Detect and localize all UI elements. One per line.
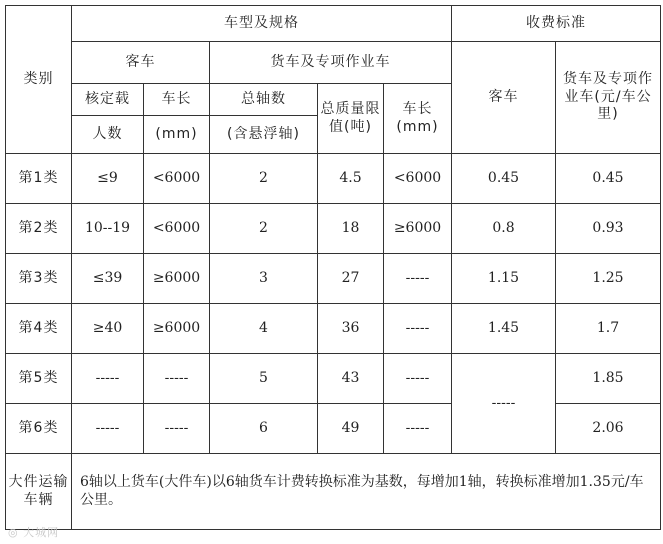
table-row	[6, 404, 661, 454]
fee-passenger-header: 客车	[452, 42, 556, 154]
large-vehicle-note: 6轴以上货车(大件车)以6轴货车计费转换标准为基数，每增加1轴，转换标准增加1.35元/车公里。	[72, 454, 661, 530]
passenger-length-cell: ≥6000	[144, 304, 210, 354]
passenger-length-cell: -----	[144, 354, 210, 404]
mass-cell: 18	[318, 204, 384, 254]
seats-header-line1: 核定载	[72, 84, 144, 116]
table-row	[6, 254, 661, 304]
mass-cell: 49	[318, 404, 384, 454]
fee-freight-cell: 1.25	[556, 254, 661, 304]
seats-cell: -----	[72, 354, 144, 404]
freight-length-cell: -----	[384, 304, 452, 354]
axles-cell: 5	[210, 354, 318, 404]
freight-length-cell: <6000	[384, 154, 452, 204]
fee-freight-cell: 1.7	[556, 304, 661, 354]
freight-length-cell: ≥6000	[384, 204, 452, 254]
axles-cell: 3	[210, 254, 318, 304]
category-header: 类别	[6, 6, 72, 154]
freight-length-header	[384, 84, 452, 154]
fee-passenger-merged-cell: -----	[452, 354, 556, 454]
mass-limit-header: 总质量限值(吨)	[318, 84, 384, 154]
freight-length-unit: (mm)	[396, 118, 439, 135]
seats-cell: ≤9	[72, 154, 144, 204]
fee-freight-cell: 1.85	[556, 354, 661, 404]
fee-freight-cell: 2.06	[556, 404, 661, 454]
fee-passenger-cell: 1.45	[452, 304, 556, 354]
class-cell: 第3类	[6, 254, 72, 304]
freight-length-cell: -----	[384, 254, 452, 304]
axles-header-line1: 总轴数	[210, 84, 318, 116]
seats-cell: -----	[72, 404, 144, 454]
passenger-length-header: 车长	[144, 84, 210, 116]
watermark-text: 大城网	[23, 526, 60, 539]
fee-standard-header: 收费标准	[452, 6, 661, 42]
watermark-icon: ◎	[8, 526, 19, 539]
table-row	[6, 354, 661, 404]
class-cell: 第4类	[6, 304, 72, 354]
large-vehicle-label: 大件运输车辆	[6, 454, 72, 530]
passenger-header: 客车	[72, 42, 210, 84]
fee-freight-cell: 0.93	[556, 204, 661, 254]
axles-header-line2: (含悬浮轴)	[210, 116, 318, 154]
axles-cell: 2	[210, 204, 318, 254]
table-row	[6, 304, 661, 354]
passenger-length-cell: -----	[144, 404, 210, 454]
seats-cell: ≤39	[72, 254, 144, 304]
mass-cell: 27	[318, 254, 384, 304]
seats-header-line2: 人数	[72, 116, 144, 154]
fee-freight-cell: 0.45	[556, 154, 661, 204]
axles-cell: 6	[210, 404, 318, 454]
large-vehicle-row	[6, 454, 661, 530]
class-cell: 第1类	[6, 154, 72, 204]
fee-passenger-cell: 0.8	[452, 204, 556, 254]
mass-cell: 4.5	[318, 154, 384, 204]
class-cell: 第6类	[6, 404, 72, 454]
fee-passenger-cell: 1.15	[452, 254, 556, 304]
table-row	[6, 204, 661, 254]
mass-cell: 43	[318, 354, 384, 404]
axles-cell: 4	[210, 304, 318, 354]
toll-fee-table	[5, 5, 661, 530]
seats-cell: 10--19	[72, 204, 144, 254]
axles-cell: 2	[210, 154, 318, 204]
class-cell: 第5类	[6, 354, 72, 404]
fee-passenger-cell: 0.45	[452, 154, 556, 204]
vehicle-spec-header: 车型及规格	[72, 6, 452, 42]
passenger-length-unit: (mm)	[144, 116, 210, 154]
freight-length-cell: -----	[384, 354, 452, 404]
freight-length-label: 车长	[402, 101, 433, 117]
watermark-logo	[8, 524, 59, 540]
freight-length-cell: -----	[384, 404, 452, 454]
freight-header: 货车及专项作业车	[210, 42, 452, 84]
seats-cell: ≥40	[72, 304, 144, 354]
passenger-length-cell: <6000	[144, 204, 210, 254]
class-cell: 第2类	[6, 204, 72, 254]
passenger-length-cell: ≥6000	[144, 254, 210, 304]
passenger-length-cell: <6000	[144, 154, 210, 204]
table-row	[6, 154, 661, 204]
fee-freight-header: 货车及专项作业车(元/车公里)	[556, 42, 661, 154]
mass-cell: 36	[318, 304, 384, 354]
